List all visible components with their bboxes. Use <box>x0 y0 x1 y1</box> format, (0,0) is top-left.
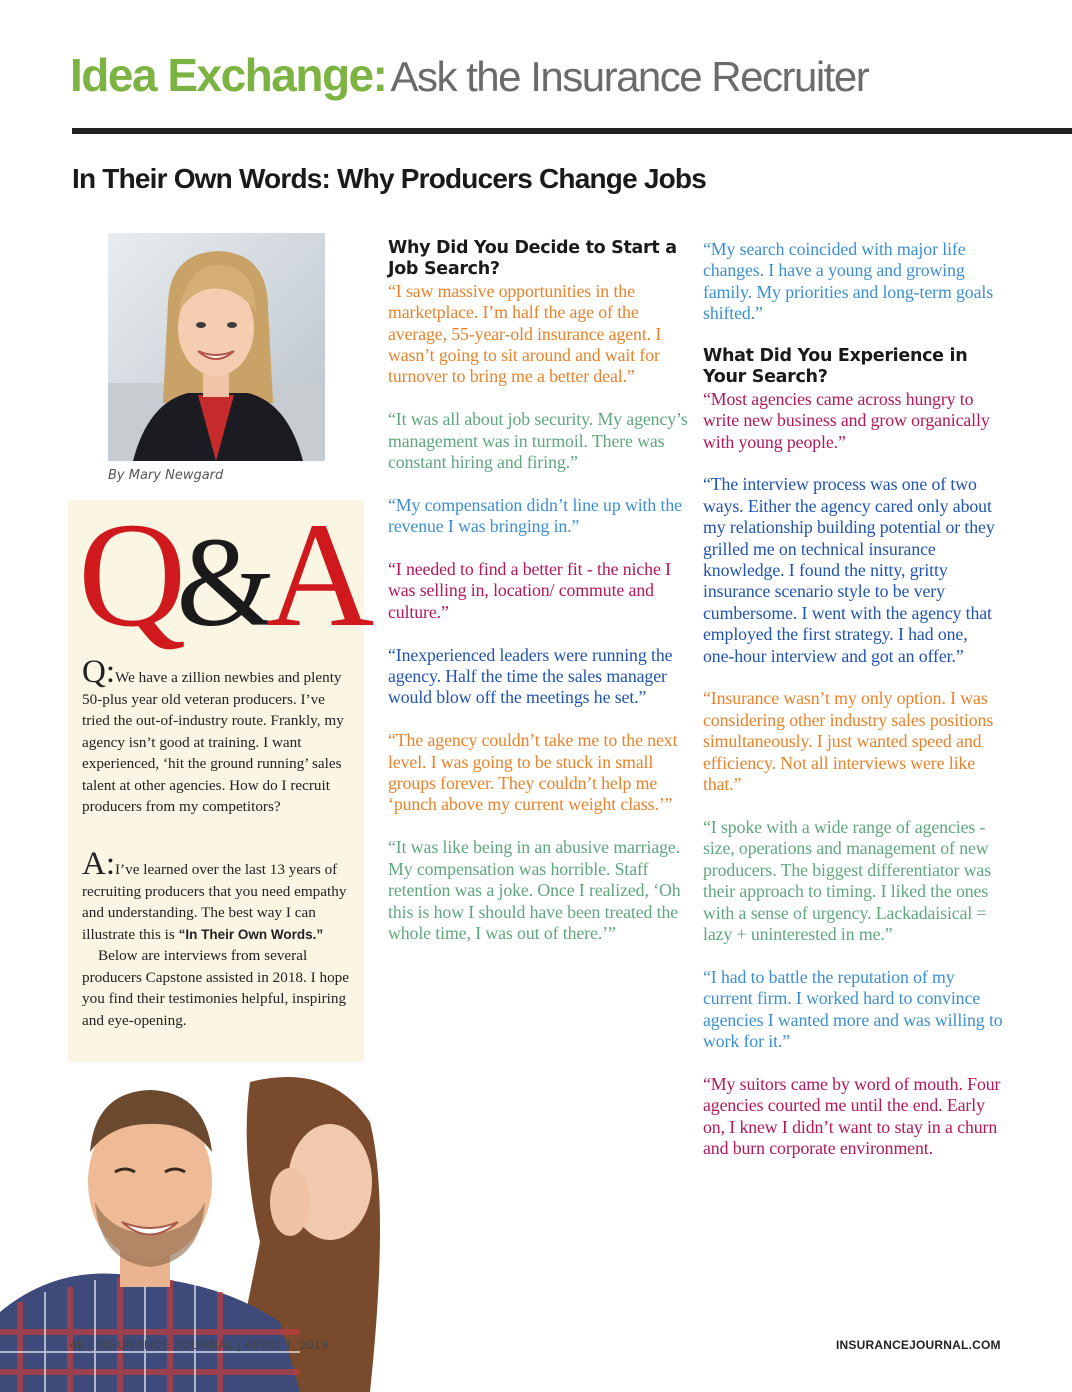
answer-paragraph-2: Below are interviews from several producers Capstone assisted in 2018. I hope you find their testimonies helpful, inspiring and eye-opening. <box>82 947 349 1029</box>
column-1-heading: Why Did You Decide to Start a Job Search? <box>388 238 677 280</box>
quote: “The agency couldn’t take me to the next level. I was going to be stuck in small groups forever. They couldn’t help me ‘punch above my current weight class.’” <box>388 730 678 815</box>
a-label: A: <box>82 846 115 882</box>
page-header <box>70 48 868 102</box>
column-2 <box>703 239 1003 1181</box>
qa-logo-q: Q <box>78 492 177 658</box>
question-text: We have a zillion newbies and plenty 50-plus year old veteran producers. I’ve tried the out-of-industry route. Frankly, my agency isn’t good at training. I want experienced, ‘hit the ground running’ sales talent at other agencies. How do I recruit producers from my competitors? <box>82 669 344 815</box>
column-1 <box>388 238 688 966</box>
intro-quote: “My search coincided with major life changes. I have a young and growing family. My priorities and long-term goals shifted.” <box>703 239 994 324</box>
quote: “Insurance wasn’t my only option. I was considering other industry sales positions simultaneously. I just wanted speed and efficiency. Not all interviews were like that.” <box>703 688 994 795</box>
q-label: Q: <box>82 654 115 690</box>
qa-answer <box>82 846 354 1031</box>
quote: “I had to battle the reputation of my current firm. I worked hard to convince agencies I wanted more and was willing to work for it.” <box>703 966 1003 1051</box>
header-title-bold: Idea Exchange: <box>70 49 387 101</box>
article-subtitle: In Their Own Words: Why Producers Change Jobs <box>72 163 707 194</box>
quote: “I needed to find a better fit - the niche I was selling in, location/ commute and culture.” <box>388 559 671 622</box>
qa-logo-amp: & <box>176 511 266 653</box>
quote: “I saw massive opportunities in the marketplace. I’m half the age of the average, 55-year-old insurance agent. I wasn’t going to sit around and wait for turnover to bring me a better deal.” <box>388 280 662 387</box>
header-rule <box>72 128 1072 134</box>
answer-bold-text: “In Their Own Words.” <box>178 926 324 942</box>
quote: “My suitors came by word of mouth. Four agencies courted me until the end. Early on, I knew I didn’t want to stay in a churn and burn corporate environment. <box>703 1073 1001 1158</box>
footer-website: INSURANCEJOURNAL.COM <box>836 1338 1001 1352</box>
author-photo <box>108 233 325 461</box>
quote: “Most agencies came across hungry to write new business and grow organically with young people.” <box>703 388 990 452</box>
quote: “Inexperienced leaders were running the agency. Half the time the sales manager would blow off the meetings he set.” <box>388 644 673 708</box>
footer-page-info: 48 | INSURANCE JOURNAL | APRIL 1, 2019 <box>70 1338 329 1352</box>
quote: “It was like being in an abusive marriage. My compensation was horrible. Staff retention was a joke. Once I realized, ‘Oh this is how I should have been treated the whole time, I was out of there.’” <box>388 837 681 943</box>
author-byline: By Mary Newgard <box>108 468 224 483</box>
quote: “The interview process was one of two ways. Either the agency cared only about my relationship building potential or they grilled me on technical insurance knowledge. I found the nitty, gritty insurance scenario style to be very cumbersome. I went with the agency that employed the first strategy. I had one, one-hour interview and got an offer.” <box>703 474 995 666</box>
quote: “It was all about job security. My agency’s management was in turmoil. There was constant hiring and firing.” <box>388 409 688 473</box>
header-title-rest: Ask the Insurance Recruiter <box>390 53 869 100</box>
qa-logo <box>78 492 365 658</box>
qa-question <box>82 654 354 818</box>
quote: “My compensation didn’t line up with the revenue I was bringing in.” <box>388 494 682 537</box>
qa-logo-a: A <box>265 492 365 658</box>
answer-text: I’ve learned over the last 13 years of recruiting producers that you need empathy and understanding. The best way I can illustrate this is <box>82 861 347 943</box>
column-2-heading: What Did You Experience in Your Search? <box>703 346 968 388</box>
quote: “I spoke with a wide range of agencies - size, operations and management of new producers. The biggest differentiator was their approach to timing. I liked the ones with a sense of urgency. Lackadaisical = lazy + uninterested in me.” <box>703 816 992 944</box>
